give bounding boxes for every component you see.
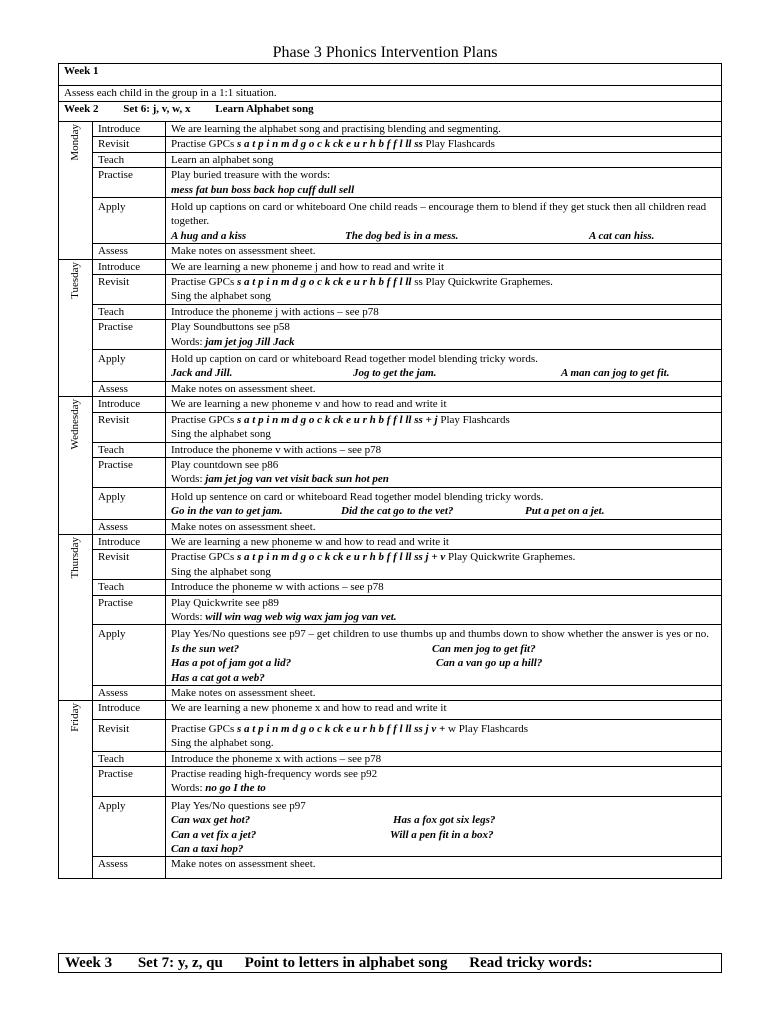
stage-label: Apply: [93, 487, 166, 519]
revisit-text: Practise GPCs: [171, 551, 237, 564]
friday-introduce: We are learning a new phoneme x and how to read and write it: [166, 701, 722, 719]
caption: Jog to get the jam.: [353, 367, 437, 380]
caption: Go in the van to get jam.: [171, 505, 283, 518]
gpcs-list: s a t p i n m d g o c k ck e u r h b f f l ll ss j v +: [237, 722, 446, 735]
week3-heading: [58, 953, 722, 973]
caption: Did the cat go to the vet?: [341, 505, 454, 518]
caption: The dog bed is in a mess.: [345, 229, 459, 242]
day-thursday: [59, 534, 93, 700]
thursday-teach-row: [59, 580, 722, 595]
week2-label: Week 2: [64, 103, 99, 115]
question: Has a cat got a web?: [171, 671, 265, 684]
question: Can men jog to get fit?: [432, 642, 536, 655]
caption: A cat can hiss.: [589, 229, 655, 242]
stage-label: Introduce: [93, 397, 166, 412]
day-label: Wednesday: [69, 399, 81, 450]
stage-label: Introduce: [93, 122, 166, 137]
friday-apply-row: [59, 796, 722, 857]
friday-teach: Introduce the phoneme x with actions – see p78: [166, 751, 722, 766]
day-label: Thursday: [69, 536, 81, 579]
monday-apply-row: [59, 198, 722, 244]
practise-words: jam jet jog van vet visit back sun hot pen: [205, 473, 389, 486]
day-monday: [59, 122, 93, 260]
week3-set: Set 7: y, z, qu: [137, 955, 223, 971]
stage-label: Teach: [93, 580, 166, 595]
stage-label: Introduce: [93, 259, 166, 274]
caption: A hug and a kiss: [171, 229, 247, 242]
stage-label: Teach: [93, 152, 166, 167]
apply-text: Play Yes/No questions see p97 – get children to use thumbs up and thumbs down to show whether the answer is yes or no.: [171, 628, 710, 641]
stage-label: Revisit: [93, 719, 166, 751]
tuesday-assess-row: [59, 381, 722, 396]
stage-label: Practise: [93, 766, 166, 796]
stage-label: Assess: [93, 857, 166, 879]
friday-assess-row: [59, 857, 722, 879]
stage-label: Apply: [93, 796, 166, 857]
stage-label: Apply: [93, 625, 166, 686]
question: Can a van go up a hill?: [436, 657, 543, 670]
monday-revisit: [166, 137, 722, 152]
thursday-assess-row: [59, 685, 722, 700]
practise-text: Play buried treasure with the words:: [171, 169, 331, 182]
stage-label: Revisit: [93, 275, 166, 305]
monday-introduce: We are learning the alphabet song and practising blending and segmenting.: [166, 122, 722, 137]
wednesday-assess: Make notes on assessment sheet.: [166, 519, 722, 534]
wednesday-practise-row: [59, 457, 722, 487]
question-row: [171, 828, 716, 842]
question: Has a pot of jam got a lid?: [171, 657, 292, 670]
revisit-activity: w Play Flashcards: [445, 722, 529, 735]
words-label: Words:: [171, 782, 206, 795]
monday-teach-row: [59, 152, 722, 167]
apply-text: Hold up sentence on card or whiteboard Read together model blending tricky words.: [171, 490, 544, 503]
question-row: [171, 642, 716, 656]
revisit-activity: ss Play Quickwrite Graphemes.: [411, 276, 553, 289]
apply-captions: [171, 366, 716, 380]
stage-label: Revisit: [93, 137, 166, 152]
revisit-song: Sing the alphabet song: [171, 290, 271, 303]
monday-assess-row: [59, 244, 722, 259]
words-label: Words:: [171, 335, 206, 348]
thursday-apply: [166, 625, 722, 686]
wednesday-practise: [166, 457, 722, 487]
question: Is the sun wet?: [171, 642, 240, 655]
caption: Jack and Jill.: [171, 367, 233, 380]
tuesday-practise-row: [59, 320, 722, 350]
tuesday-apply-row: [59, 350, 722, 382]
apply-text: Play Yes/No questions see p97: [171, 799, 306, 812]
friday-teach-row: [59, 751, 722, 766]
question-row: [171, 656, 716, 670]
thursday-teach: Introduce the phoneme w with actions – see p78: [166, 580, 722, 595]
tuesday-teach-row: [59, 304, 722, 319]
words-label: Words:: [171, 610, 206, 623]
stage-label: Practise: [93, 320, 166, 350]
week2-set: Set 6: j, v, w, x: [123, 103, 191, 115]
thursday-practise-row: [59, 595, 722, 625]
revisit-activity: Play Quickwrite Graphemes.: [445, 551, 576, 564]
friday-introduce-row: [59, 701, 722, 719]
day-wednesday: [59, 397, 93, 535]
stage-label: Revisit: [93, 412, 166, 442]
wednesday-revisit-row: [59, 412, 722, 442]
thursday-practise: [166, 595, 722, 625]
stage-label: Practise: [93, 595, 166, 625]
thursday-introduce: We are learning a new phoneme w and how to read and write it: [166, 534, 722, 549]
gpcs-list: s a t p i n m d g o c k ck e u r h b f f l ll: [237, 276, 412, 289]
apply-text: Hold up captions on card or whiteboard One child reads – encourage them to blend if they get stuck then all children read together.: [171, 201, 707, 228]
stage-label: Assess: [93, 519, 166, 534]
revisit-song: Sing the alphabet song: [171, 428, 271, 441]
revisit-song: Sing the alphabet song: [171, 565, 271, 578]
stage-label: Practise: [93, 168, 166, 198]
stage-label: Assess: [93, 381, 166, 396]
wednesday-apply: [166, 487, 722, 519]
practise-text: Play Soundbuttons see p58: [171, 321, 290, 334]
wednesday-introduce-row: [59, 397, 722, 412]
day-label: Monday: [69, 124, 81, 161]
apply-captions: [171, 504, 716, 518]
stage-label: Teach: [93, 751, 166, 766]
wednesday-introduce: We are learning a new phoneme v and how to read and write it: [166, 397, 722, 412]
question-row: [171, 813, 716, 827]
monday-revisit-row: [59, 137, 722, 152]
monday-practise: [166, 168, 722, 198]
tuesday-introduce-row: [59, 259, 722, 274]
gpcs-list: s a t p i n m d g o c k ck e u r h b f f l ll ss: [237, 138, 423, 151]
gpcs-list: s a t p i n m d g o c k ck e u r h b f f l ll ss + j: [237, 413, 438, 426]
apply-text: Hold up caption on card or whiteboard Read together model blending tricky words.: [171, 353, 538, 366]
question: Will a pen fit in a box?: [390, 828, 494, 841]
apply-captions: [171, 229, 716, 243]
question: Has a fox got six legs?: [393, 814, 496, 827]
practise-text: Play countdown see p86: [171, 458, 279, 471]
tuesday-introduce: We are learning a new phoneme j and how to read and write it: [166, 259, 722, 274]
practise-words: no go I the to: [205, 782, 266, 795]
wednesday-revisit: [166, 412, 722, 442]
week2-heading: [59, 102, 722, 122]
thursday-revisit-row: [59, 550, 722, 580]
question: Can a taxi hop?: [171, 842, 244, 855]
stage-label: Assess: [93, 685, 166, 700]
week1-note: Assess each child in the group in a 1:1 situation.: [59, 86, 722, 102]
day-label: Tuesday: [69, 261, 81, 299]
practise-words: will win wag web wig wax jam jog van vet.: [205, 610, 397, 623]
revisit-text: Practise GPCs: [171, 138, 237, 151]
gpcs-list: s a t p i n m d g o c k ck e u r h b f f l ll ss j + v: [237, 551, 446, 564]
friday-practise-row: [59, 766, 722, 796]
week2-focus: Learn Alphabet song: [215, 103, 314, 115]
question: Can a vet fix a jet?: [171, 828, 257, 841]
friday-apply: [166, 796, 722, 857]
friday-assess: Make notes on assessment sheet.: [166, 857, 722, 879]
revisit-activity: Play Flashcards: [422, 138, 495, 151]
tuesday-apply: [166, 350, 722, 382]
monday-apply: [166, 198, 722, 244]
week3-tricky-words: Read tricky words:: [469, 955, 593, 971]
stage-label: Practise: [93, 457, 166, 487]
tuesday-revisit-row: [59, 275, 722, 305]
revisit-text: Practise GPCs: [171, 276, 237, 289]
friday-revisit: [166, 719, 722, 751]
stage-label: Apply: [93, 198, 166, 244]
week3-label: Week 3: [65, 955, 113, 971]
stage-label: Revisit: [93, 550, 166, 580]
week3-focus: Point to letters in alphabet song: [244, 955, 448, 971]
monday-teach: Learn an alphabet song: [166, 152, 722, 167]
wednesday-teach: Introduce the phoneme v with actions – see p78: [166, 442, 722, 457]
wednesday-apply-row: [59, 487, 722, 519]
thursday-apply-row: [59, 625, 722, 686]
day-tuesday: [59, 259, 93, 397]
practise-words: mess fat bun boss back hop cuff dull sell: [171, 183, 355, 196]
thursday-assess: Make notes on assessment sheet.: [166, 685, 722, 700]
caption: Put a pet on a jet.: [525, 505, 605, 518]
tuesday-practise: [166, 320, 722, 350]
tuesday-revisit: [166, 275, 722, 305]
tuesday-teach: Introduce the phoneme j with actions – see p78: [166, 304, 722, 319]
stage-label: Teach: [93, 304, 166, 319]
revisit-song: Sing the alphabet song.: [171, 737, 274, 750]
wednesday-teach-row: [59, 442, 722, 457]
practise-text: Practise reading high-frequency words see p92: [171, 767, 378, 780]
monday-practise-row: [59, 168, 722, 198]
revisit-text: Practise GPCs: [171, 413, 237, 426]
day-friday: [59, 701, 93, 879]
page-title: Phase 3 Phonics Intervention Plans: [272, 44, 498, 61]
friday-revisit-row: [59, 719, 722, 751]
thursday-revisit: [166, 550, 722, 580]
stage-label: Teach: [93, 442, 166, 457]
question: Can wax get hot?: [171, 814, 251, 827]
day-label: Friday: [69, 703, 81, 733]
practise-words: jam jet jog Jill Jack: [205, 335, 295, 348]
revisit-text: Practise GPCs: [171, 722, 237, 735]
stage-label: Introduce: [93, 701, 166, 719]
revisit-activity: Play Flashcards: [437, 413, 510, 426]
week1-heading: Week 1: [59, 64, 722, 86]
tuesday-assess: Make notes on assessment sheet.: [166, 381, 722, 396]
stage-label: Apply: [93, 350, 166, 382]
words-label: Words:: [171, 473, 206, 486]
intervention-plan-table: [58, 63, 722, 879]
thursday-introduce-row: [59, 534, 722, 549]
caption: A man can jog to get fit.: [561, 367, 670, 380]
stage-label: Introduce: [93, 534, 166, 549]
friday-practise: [166, 766, 722, 796]
practise-text: Play Quickwrite see p89: [171, 596, 279, 609]
wednesday-assess-row: [59, 519, 722, 534]
monday-assess: Make notes on assessment sheet.: [166, 244, 722, 259]
monday-introduce-row: [59, 122, 722, 137]
stage-label: Assess: [93, 244, 166, 259]
